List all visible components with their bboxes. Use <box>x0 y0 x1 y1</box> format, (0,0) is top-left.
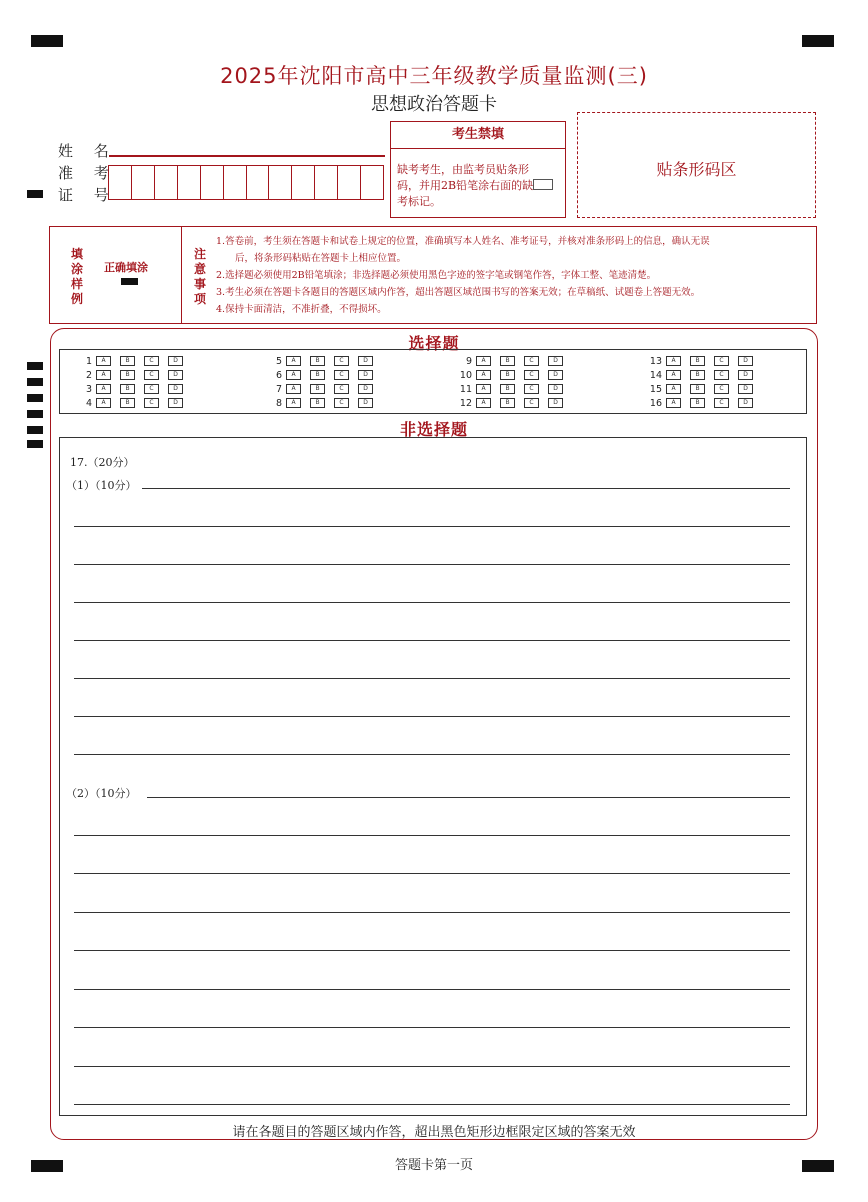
mcq-option-d[interactable]: D <box>168 356 183 366</box>
mcq-option-d[interactable]: D <box>358 398 373 408</box>
question-17-label: 17.（20分） <box>70 456 135 469</box>
answer-line[interactable] <box>74 602 790 603</box>
mcq-question-8 <box>266 397 382 409</box>
mcq-option-b[interactable]: B <box>310 370 325 380</box>
answer-area-q17[interactable] <box>59 437 807 1116</box>
answer-line[interactable] <box>74 754 790 755</box>
note-item: 2.选择题必须使用2B铅笔填涂；非选择题必须使用黑色字迹的签字笔或钢笔作答，字体工整、笔迹清楚。 <box>216 270 657 281</box>
mcq-option-c[interactable]: C <box>524 356 539 366</box>
timing-mark <box>27 394 43 402</box>
mcq-question-number: 12 <box>459 397 472 409</box>
page-title: 2025年沈阳市高中三年级教学质量监测(三) <box>220 64 648 88</box>
answer-line[interactable] <box>74 564 790 565</box>
absent-box-heading: 考生禁填 <box>391 122 565 149</box>
notes-list <box>216 233 812 318</box>
mcq-question-number: 10 <box>459 369 472 381</box>
answer-line[interactable] <box>147 797 790 798</box>
mcq-option-a[interactable]: A <box>476 384 491 394</box>
mcq-option-b[interactable]: B <box>690 370 705 380</box>
page-subtitle: 思想政治答题卡 <box>371 94 497 115</box>
mcq-option-c[interactable]: C <box>714 370 729 380</box>
non-mcq-section-title: 非选择题 <box>399 420 468 439</box>
mcq-option-b[interactable]: B <box>500 398 515 408</box>
answer-line[interactable] <box>74 1104 790 1105</box>
correct-fill-label: 正确填涂 <box>104 261 148 274</box>
mcq-question-number: 8 <box>275 397 282 409</box>
mcq-option-d[interactable]: D <box>738 356 753 366</box>
mcq-option-c[interactable]: C <box>144 356 159 366</box>
mcq-option-a[interactable]: A <box>96 370 111 380</box>
name-label: 姓 名 <box>58 142 117 160</box>
note-item: 后，将条形码粘贴在答题卡上相应位置。 <box>216 253 407 264</box>
mcq-option-b[interactable]: B <box>310 398 325 408</box>
mcq-option-d[interactable]: D <box>738 398 753 408</box>
mcq-option-b[interactable]: B <box>310 356 325 366</box>
mcq-option-c[interactable]: C <box>144 370 159 380</box>
mcq-option-a[interactable]: A <box>476 398 491 408</box>
mcq-option-d[interactable]: D <box>738 370 753 380</box>
mcq-question-11 <box>456 383 572 395</box>
mcq-option-c[interactable]: C <box>714 398 729 408</box>
timing-mark <box>27 440 43 448</box>
mcq-option-a[interactable]: A <box>96 398 111 408</box>
mcq-option-a[interactable]: A <box>666 370 681 380</box>
answer-line[interactable] <box>74 950 790 951</box>
mcq-option-d[interactable]: D <box>548 370 563 380</box>
timing-mark <box>27 190 43 198</box>
mcq-question-14 <box>646 369 762 381</box>
mcq-option-b[interactable]: B <box>120 356 135 366</box>
mcq-option-a[interactable]: A <box>666 384 681 394</box>
barcode-area-label: 贴条形码区 <box>656 160 737 179</box>
exam-id-grid[interactable] <box>108 165 384 200</box>
answer-line[interactable] <box>74 678 790 679</box>
fill-example-label: 填涂样例 <box>70 247 83 306</box>
mcq-option-d[interactable]: D <box>168 370 183 380</box>
mcq-option-d[interactable]: D <box>358 370 373 380</box>
mcq-option-c[interactable]: C <box>334 398 349 408</box>
page-number: 答题卡第一页 <box>394 1158 473 1173</box>
note-item: 4.保持卡面清洁，不准折叠，不得损坏。 <box>216 304 387 315</box>
absent-mark-box[interactable] <box>533 179 553 190</box>
name-field[interactable] <box>109 155 385 157</box>
mcq-option-b[interactable]: B <box>500 356 515 366</box>
mcq-option-b[interactable]: B <box>120 398 135 408</box>
mcq-option-a[interactable]: A <box>476 356 491 366</box>
mcq-option-d[interactable]: D <box>548 356 563 366</box>
mcq-option-c[interactable]: C <box>714 356 729 366</box>
answer-area-warning: 请在各题目的答题区域内作答，超出黑色矩形边框限定区域的答案无效 <box>232 1125 636 1140</box>
mcq-option-b[interactable]: B <box>120 384 135 394</box>
mcq-option-b[interactable]: B <box>690 384 705 394</box>
mcq-option-c[interactable]: C <box>524 384 539 394</box>
answer-line[interactable] <box>74 873 790 874</box>
absent-box-text: 缺考考生，由监考员贴条形码，并用2B铅笔涂右面的缺考标记。 <box>397 163 534 208</box>
mcq-question-number: 6 <box>275 369 282 381</box>
mcq-option-c[interactable]: C <box>524 398 539 408</box>
answer-line[interactable] <box>74 835 790 836</box>
answer-line[interactable] <box>74 912 790 913</box>
mcq-option-b[interactable]: B <box>310 384 325 394</box>
mcq-option-c[interactable]: C <box>524 370 539 380</box>
corner-mark-top-right <box>802 35 834 47</box>
notes-panel <box>49 226 817 324</box>
mcq-question-number: 11 <box>459 383 472 395</box>
answer-line[interactable] <box>74 1027 790 1028</box>
answer-line[interactable] <box>142 488 790 489</box>
answer-line[interactable] <box>74 526 790 527</box>
timing-mark <box>27 378 43 386</box>
id-label-2: 证 号 <box>58 186 117 204</box>
note-item: 1.答卷前，考生须在答题卡和试卷上规定的位置，准确填写本人姓名、准考证号，并核对准条形码上的信息，确认无误 <box>216 236 710 247</box>
mcq-question-number: 7 <box>275 383 282 395</box>
mcq-option-b[interactable]: B <box>500 370 515 380</box>
barcode-area <box>577 112 816 218</box>
mcq-option-b[interactable]: B <box>500 384 515 394</box>
mcq-option-a[interactable]: A <box>96 356 111 366</box>
answer-line[interactable] <box>74 640 790 641</box>
mcq-option-b[interactable]: B <box>120 370 135 380</box>
answer-line[interactable] <box>74 1066 790 1067</box>
answer-line[interactable] <box>74 716 790 717</box>
mcq-question-10 <box>456 369 572 381</box>
mcq-question-2 <box>76 369 192 381</box>
mcq-option-d[interactable]: D <box>738 384 753 394</box>
mcq-question-number: 16 <box>649 397 662 409</box>
mcq-option-d[interactable]: D <box>168 398 183 408</box>
mcq-question-7 <box>266 383 382 395</box>
note-item: 3.考生必须在答题卡各题目的答题区域内作答，超出答题区域范围书写的答案无效；在草稿纸、试题卷上答题无效。 <box>216 287 701 298</box>
mcq-question-number: 5 <box>275 355 282 367</box>
mcq-option-a[interactable]: A <box>476 370 491 380</box>
mcq-question-1 <box>76 355 192 367</box>
mcq-option-a[interactable]: A <box>286 356 301 366</box>
mcq-question-5 <box>266 355 382 367</box>
mcq-question-number: 1 <box>85 355 92 367</box>
correct-fill-sample <box>121 278 138 285</box>
mcq-question-16 <box>646 397 762 409</box>
mcq-option-a[interactable]: A <box>666 398 681 408</box>
mcq-option-c[interactable]: C <box>714 384 729 394</box>
notes-label: 注意事项 <box>193 247 206 306</box>
mcq-question-12 <box>456 397 572 409</box>
mcq-option-b[interactable]: B <box>690 398 705 408</box>
mcq-option-c[interactable]: C <box>334 370 349 380</box>
mcq-question-15 <box>646 383 762 395</box>
mcq-option-c[interactable]: C <box>334 384 349 394</box>
mcq-option-d[interactable]: D <box>548 384 563 394</box>
question-17-part1-label: （1）（10分） <box>66 479 137 492</box>
mcq-question-number: 4 <box>85 397 92 409</box>
mcq-question-6 <box>266 369 382 381</box>
mcq-section-title: 选择题 <box>408 334 460 353</box>
mcq-question-number: 9 <box>465 355 472 367</box>
mcq-option-c[interactable]: C <box>144 398 159 408</box>
mcq-question-number: 2 <box>85 369 92 381</box>
question-17-part2-label: （2）（10分） <box>66 787 137 800</box>
corner-mark-top-left <box>31 35 63 47</box>
mcq-question-number: 13 <box>649 355 662 367</box>
mcq-option-a[interactable]: A <box>286 384 301 394</box>
mcq-question-4 <box>76 397 192 409</box>
mcq-option-c[interactable]: C <box>334 356 349 366</box>
mcq-option-a[interactable]: A <box>666 356 681 366</box>
absent-examinee-box <box>390 121 566 218</box>
mcq-option-a[interactable]: A <box>96 384 111 394</box>
mcq-question-number: 3 <box>85 383 92 395</box>
mcq-option-a[interactable]: A <box>286 398 301 408</box>
mcq-question-3 <box>76 383 192 395</box>
mcq-question-number: 15 <box>649 383 662 395</box>
mcq-option-d[interactable]: D <box>358 356 373 366</box>
mcq-option-d[interactable]: D <box>358 384 373 394</box>
mcq-option-a[interactable]: A <box>286 370 301 380</box>
mcq-question-13 <box>646 355 762 367</box>
mcq-option-c[interactable]: C <box>144 384 159 394</box>
answer-line[interactable] <box>74 989 790 990</box>
mcq-question-9 <box>456 355 572 367</box>
id-label-1: 准 考 <box>58 164 117 182</box>
mcq-option-b[interactable]: B <box>690 356 705 366</box>
mcq-question-number: 14 <box>649 369 662 381</box>
mcq-option-d[interactable]: D <box>548 398 563 408</box>
mcq-option-d[interactable]: D <box>168 384 183 394</box>
timing-mark <box>27 362 43 370</box>
